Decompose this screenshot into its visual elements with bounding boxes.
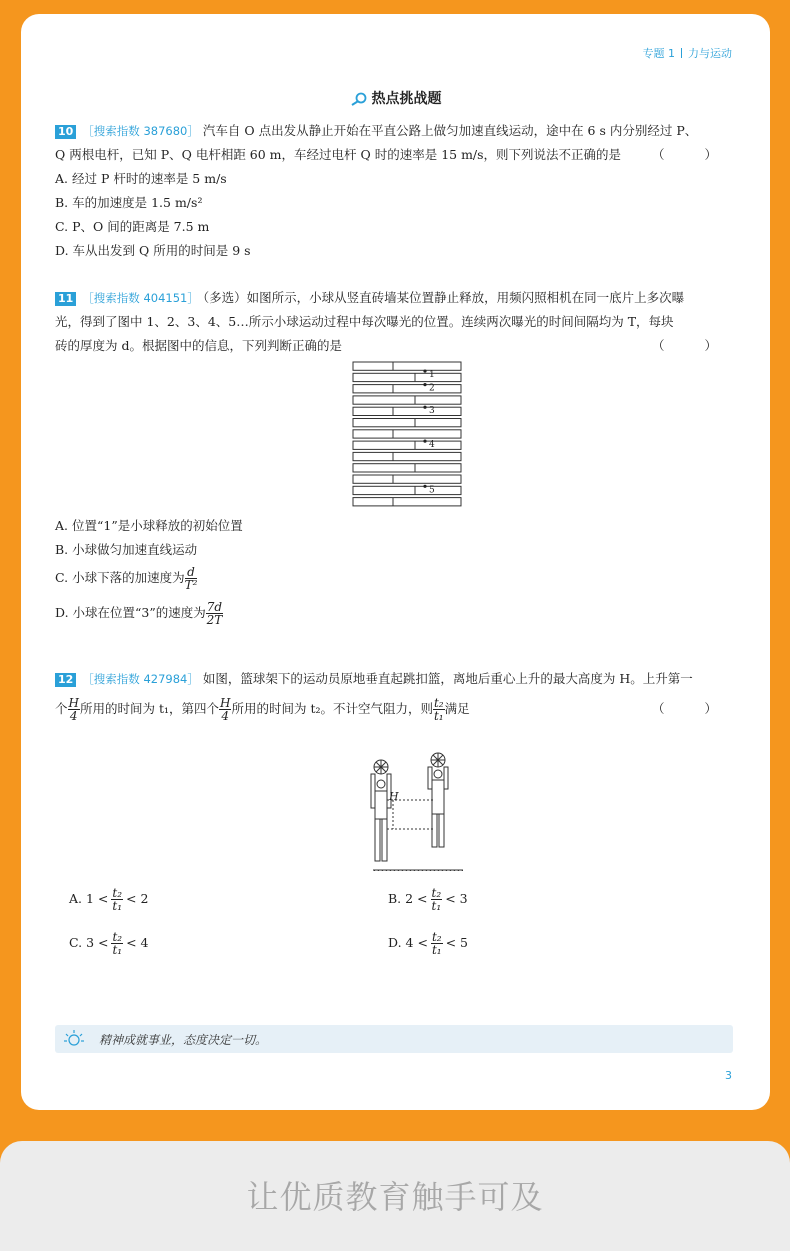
ball-position: [423, 383, 426, 386]
brick-row: [353, 475, 461, 483]
option-d-post: < 5: [445, 935, 468, 950]
brick-row: [353, 419, 461, 427]
option-a: [69, 887, 148, 912]
fraction: [111, 887, 123, 912]
fraction: [433, 697, 445, 722]
motto-banner: [55, 1025, 733, 1053]
fraction: [431, 887, 443, 912]
question-text: 所用的时间为 t₂。不计空气阻力，则: [231, 701, 433, 716]
answer-paren: （ ）: [652, 147, 735, 162]
option-a-pre: A. 1 <: [69, 891, 109, 906]
options-row-2: [55, 931, 735, 975]
lightbulb-icon: [63, 1029, 85, 1049]
option-c: [69, 931, 149, 956]
fraction: [111, 931, 123, 956]
answer-paren: （ ）: [652, 701, 735, 716]
ball-position: [423, 369, 426, 372]
section-title-text: 热点挑战题: [371, 91, 442, 107]
numerator: t₂: [433, 696, 444, 710]
option-b: B. 小球做匀加速直线运动: [55, 542, 198, 557]
brick-wall-figure: [351, 360, 463, 508]
option-c: [55, 566, 735, 591]
page-number: 3: [725, 1069, 732, 1082]
numerator: d: [185, 566, 198, 579]
numerator: t₂: [431, 930, 442, 944]
brick-row: [353, 452, 461, 460]
option-c-pre: C. 3 <: [69, 935, 109, 950]
option-d-pre: D. 4 <: [388, 935, 428, 950]
chapter-header: [643, 45, 733, 61]
question-number: 12: [55, 673, 76, 687]
numerator: t₂: [112, 886, 123, 900]
denominator: t₁: [431, 899, 442, 913]
search-index[interactable]: ［搜索指数 387680］: [82, 124, 199, 138]
fraction: [219, 697, 231, 722]
numerator: 7d: [206, 600, 223, 614]
brick-row: [353, 385, 461, 393]
motto-text: 精神成就事业，态度决定一切。: [99, 1033, 268, 1047]
topic-label: 专题 1: [642, 47, 675, 60]
brick-row: [353, 373, 461, 381]
search-index[interactable]: ［搜索指数 404151］: [82, 291, 199, 305]
question-text: 光，得到了图中 1、2、3、4、5…所示小球运动过程中每次曝光的位置。连续两次曝光的时间间隔均为 T，每块: [55, 314, 674, 329]
question-text: 满足: [444, 701, 470, 716]
numerator: t₂: [112, 930, 123, 944]
option-b: [388, 887, 468, 912]
brick-row: [353, 441, 461, 449]
denominator: 4: [69, 709, 78, 723]
section-title: [21, 88, 770, 108]
header-divider: [681, 48, 682, 58]
denominator: t₁: [433, 709, 444, 723]
denominator: 4: [221, 709, 230, 723]
fraction: [206, 601, 223, 626]
option-c-text: C. 小球下落的加速度为: [55, 570, 185, 585]
question-10: [55, 119, 735, 263]
option-d: [388, 931, 468, 956]
denominator: T²: [184, 578, 198, 592]
standing-player: [371, 760, 391, 861]
brick-row: [353, 430, 461, 438]
position-label: 2: [429, 383, 435, 394]
search-index[interactable]: ［搜索指数 427984］: [82, 672, 199, 686]
option-d-text: D. 小球在位置“3”的速度为: [55, 605, 206, 620]
question-number: 11: [55, 292, 76, 306]
question-text: Q 两根电杆，已知 P、Q 电杆相距 60 m，车经过电杆 Q 时的速率是 15 m/s，则下列说法不正确的是: [55, 147, 622, 162]
brick-row: [353, 396, 461, 404]
option-d: [55, 601, 735, 626]
position-label: 5: [429, 485, 435, 496]
option-c-post: < 4: [126, 935, 149, 950]
brick-row: [353, 362, 461, 370]
footer-slogan: 让优质教育触手可及: [246, 1178, 544, 1216]
height-label: H: [389, 790, 399, 803]
question-text: （多选）如图所示，小球从竖直砖墙某位置静止释放，用频闪照相机在同一底片上多次曝: [202, 290, 685, 305]
fraction: [185, 566, 198, 591]
denominator: t₁: [112, 943, 123, 957]
option-b-post: < 3: [445, 891, 468, 906]
ball-position: [423, 406, 426, 409]
answer-paren: （ ）: [652, 338, 735, 353]
chapter-label: 力与运动: [688, 47, 732, 60]
question-number: 10: [55, 125, 76, 139]
ball-position: [423, 485, 426, 488]
brick-row: [353, 486, 461, 494]
position-label: 1: [429, 370, 435, 381]
numerator: t₂: [431, 886, 442, 900]
question-12-options: [55, 887, 735, 975]
question-text: 砖的厚度为 d。根据图中的信息，下列判断正确的是: [55, 338, 342, 353]
brick-row: [353, 407, 461, 415]
numerator: H: [220, 696, 231, 710]
question-text: 汽车自 O 点出发从静止开始在平直公路上做匀加速直线运动，途中在 6 s 内分别经过 P、: [202, 123, 698, 138]
option-d: D. 车从出发到 Q 所用的时间是 9 s: [55, 243, 251, 258]
question-text: 所用的时间为 t₁，第四个: [79, 701, 219, 716]
numerator: H: [68, 696, 79, 710]
question-text: 如图，篮球架下的运动员原地垂直起跳扣篮，离地后重心上升的最大高度为 H。上升第一: [202, 671, 693, 686]
option-a: A. 经过 P 杆时的速率是 5 m/s: [55, 171, 227, 186]
denominator: t₁: [112, 899, 123, 913]
brick-row: [353, 464, 461, 472]
ball-position: [423, 440, 426, 443]
option-c: C. P、O 间的距离是 7.5 m: [55, 219, 210, 234]
fraction: [68, 697, 80, 722]
question-12: [55, 667, 735, 722]
footer-bar: [0, 1141, 790, 1251]
option-b: B. 车的加速度是 1.5 m/s²: [55, 195, 203, 210]
page-sheet: [21, 14, 770, 1110]
options-row-1: [55, 887, 735, 931]
question-11-options: [55, 514, 735, 626]
search-icon: [350, 92, 368, 106]
brick-row: [353, 498, 461, 506]
jump-figure: [353, 736, 463, 871]
option-a: A. 位置“1”是小球释放的初始位置: [55, 518, 243, 533]
denominator: t₁: [431, 943, 442, 957]
question-text: 个: [55, 701, 68, 716]
denominator: 2T: [206, 613, 223, 627]
option-a-post: < 2: [126, 891, 149, 906]
position-label: 3: [429, 406, 435, 417]
fraction: [431, 931, 443, 956]
position-label: 4: [429, 440, 435, 451]
option-b-pre: B. 2 <: [388, 891, 428, 906]
question-11: [55, 286, 735, 358]
